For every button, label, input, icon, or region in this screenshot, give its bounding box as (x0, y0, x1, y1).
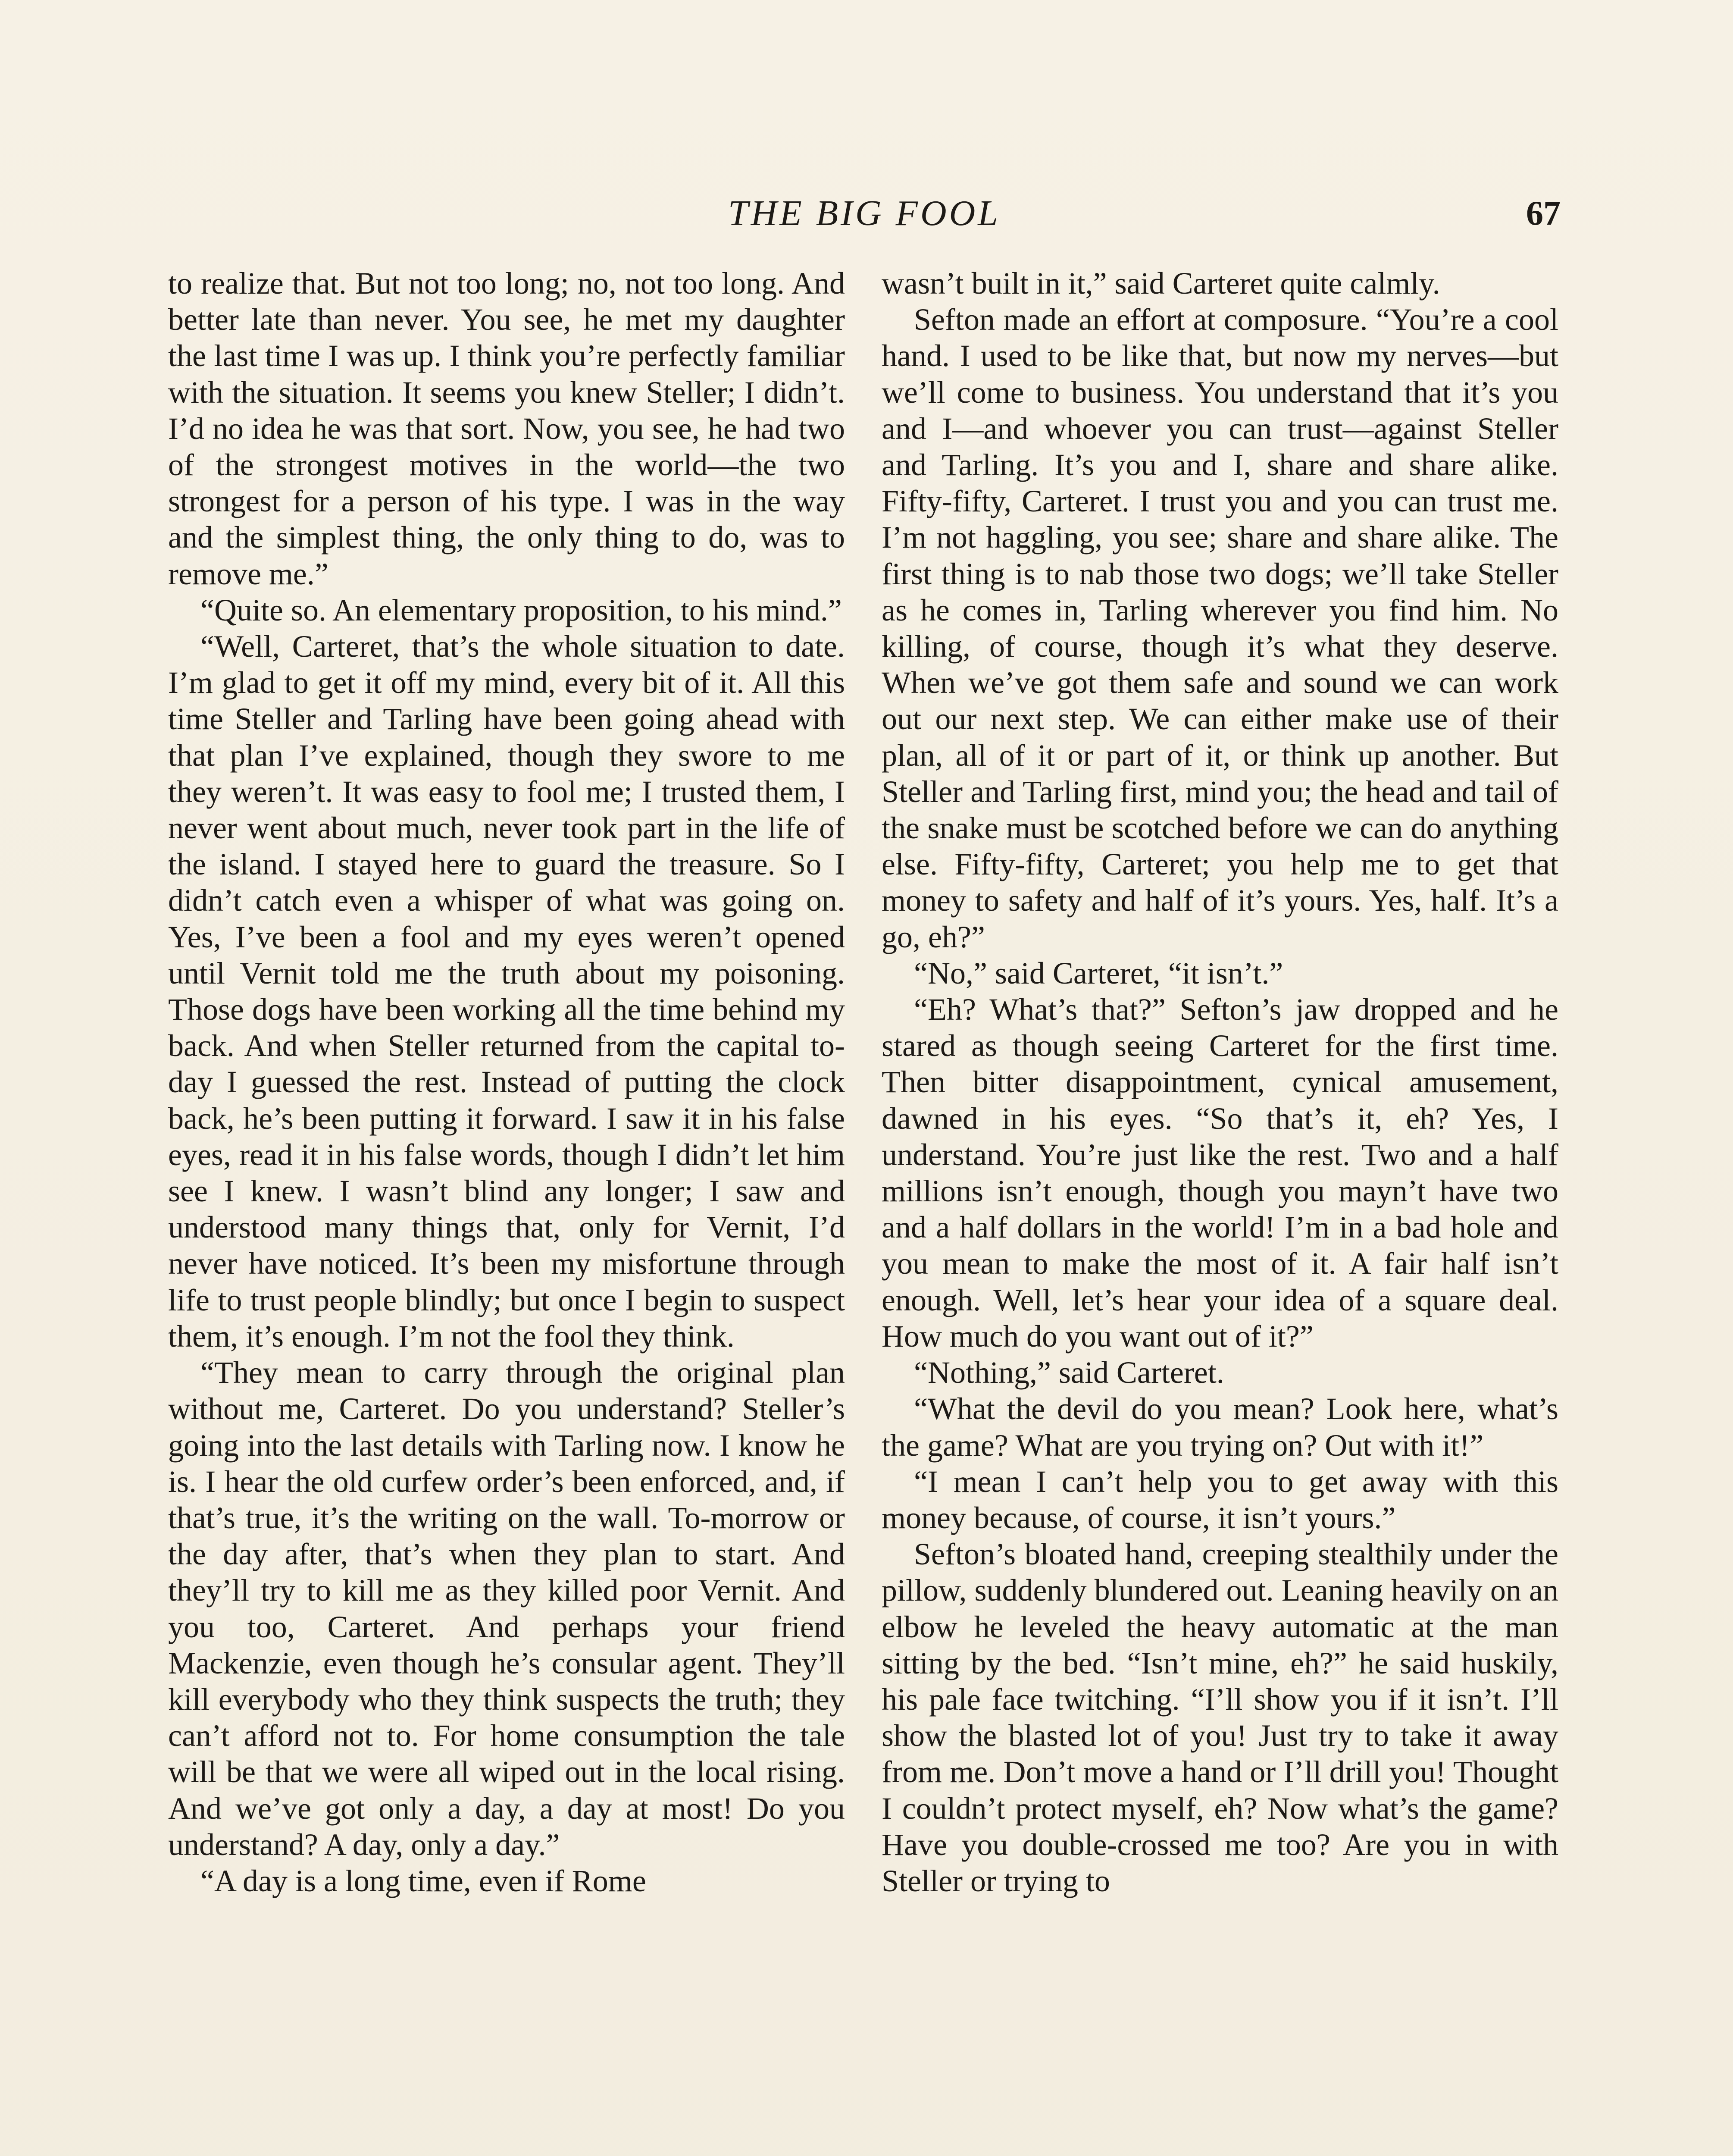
left-column (168, 265, 845, 1899)
paragraph: Sefton’s bloated hand, creeping stealthily under the pillow, suddenly blundered out. Leaning heavily on an elbow he leveled the heavy automatic at the man sitting by the bed. “Isn’t mine, eh?” he said huskily, his pale face twitching. “I’ll show you if it isn’t. I’ll show the blasted lot of you! Just try to take it away from me. Don’t move a hand or I’ll drill you! Thought I couldn’t protect myself, eh? Now what’s the game? Have you double-crossed me too? Are you in with Steller or trying to (882, 1537, 1558, 1898)
paragraph: “No,” said Carteret, “it isn’t.” (914, 956, 1283, 990)
paragraph: “Quite so. An elementary proposition, to his mind.” (200, 592, 842, 627)
running-title: THE BIG FOOL (728, 193, 1001, 233)
running-head (168, 185, 1561, 241)
paragraph: “Well, Carteret, that’s the whole situation to date. I’m glad to get it off my mind, every bit of it. All this time Steller and Tarling have been going ahead with that plan I’ve explained, though they swore to me they weren’t. It was easy to fool me; I trusted them, I never went about much, never took part in the life of the island. I stayed here to guard the treasure. So I didn’t catch even a whisper of what was going on. Yes, I’ve been a fool and my eyes weren’t opened until Vernit told me the truth about my poisoning. Those dogs have been working all the time behind my back. And when Steller returned from the capital to-day I guessed the rest. Instead of putting the clock back, he’s been putting it forward. I saw it in his false eyes, read it in his false words, though I didn’t let him see I knew. I wasn’t blind any longer; I saw and understood many things that, only for Vernit, I’d never have noticed. It’s been my misfortune through life to trust people blindly; but once I begin to suspect them, it’s enough. I’m not the fool they think. (168, 629, 845, 1354)
paragraph: Sefton made an effort at composure. “You’re a cool hand. I used to be like that, but now my nerves—but we’ll come to business. You understand that it’s you and I—and whoever you can trust—against Steller and Tarling. It’s you and I, share and share alike. Fifty-fifty, Carteret. I trust you and you can trust me. I’m not haggling, you see; share and share alike. The first thing is to nab those two dogs; we’ll take Steller as he comes in, Tarling wherever you find him. No killing, of course, though it’s what they deserve. When we’ve got them safe and sound we can work out our next step. We can either make use of their plan, all of it or part of it, or think up another. But Steller and Tarling first, mind you; the head and tail of the snake must be scotched before we can do anything else. Fifty-fifty, Carteret; you help me to get that money to safety and half of it’s yours. Yes, half. It’s a go, eh?” (882, 302, 1558, 954)
page-number: 67 (1526, 194, 1561, 232)
paragraph: “Eh? What’s that?” Sefton’s jaw dropped and he stared as though seeing Carteret for the first time. Then bitter disappointment, cynical amusement, dawned in his eyes. “So that’s it, eh? Yes, I understand. You’re just like the rest. Two and a half millions isn’t enough, though you mayn’t have two and a half dollars in the world! I’m in a bad hole and you mean to make the most of it. A fair half isn’t enough. Well, let’s hear your idea of a square deal. How much do you want out of it?” (882, 992, 1558, 1354)
right-column (882, 265, 1558, 1899)
paragraph: to realize that. But not too long; no, not too long. And better late than never. You see, he met my daughter the last time I was up. I think you’re perfectly familiar with the situation. It seems you knew Steller; I didn’t. I’d no idea he was that sort. Now, you see, he had two of the strongest motives in the world—the two strongest for a person of his type. I was in the way and the simplest thing, the only thing to do, was to remove me.” (168, 266, 845, 591)
paragraph: “They mean to carry through the original plan without me, Carteret. Do you understand? Steller’s going into the last details with Tarling now. I know he is. I hear the old curfew order’s been enforced, and, if that’s true, it’s the writing on the wall. To-morrow or the day after, that’s when they plan to start. And they’ll try to kill me as they killed poor Vernit. And you too, Carteret. And perhaps your friend Mackenzie, even though he’s consular agent. They’ll kill everybody who they think suspects the truth; they can’t afford not to. For home consumption the tale will be that we were all wiped out in the local rising. And we’ve got only a day, a day at most! Do you understand? A day, only a day.” (168, 1355, 845, 1862)
paragraph: “I mean I can’t help you to get away with this money because, of course, it isn’t yours.” (882, 1464, 1558, 1535)
paragraph: “Nothing,” said Carteret. (914, 1355, 1224, 1390)
paragraph: “What the devil do you mean? Look here, what’s the game? What are you trying on? Out with it!” (882, 1391, 1558, 1463)
paragraph: “A day is a long time, even if Rome (200, 1863, 646, 1898)
paragraph: wasn’t built in it,” said Carteret quite calmly. (882, 266, 1440, 301)
